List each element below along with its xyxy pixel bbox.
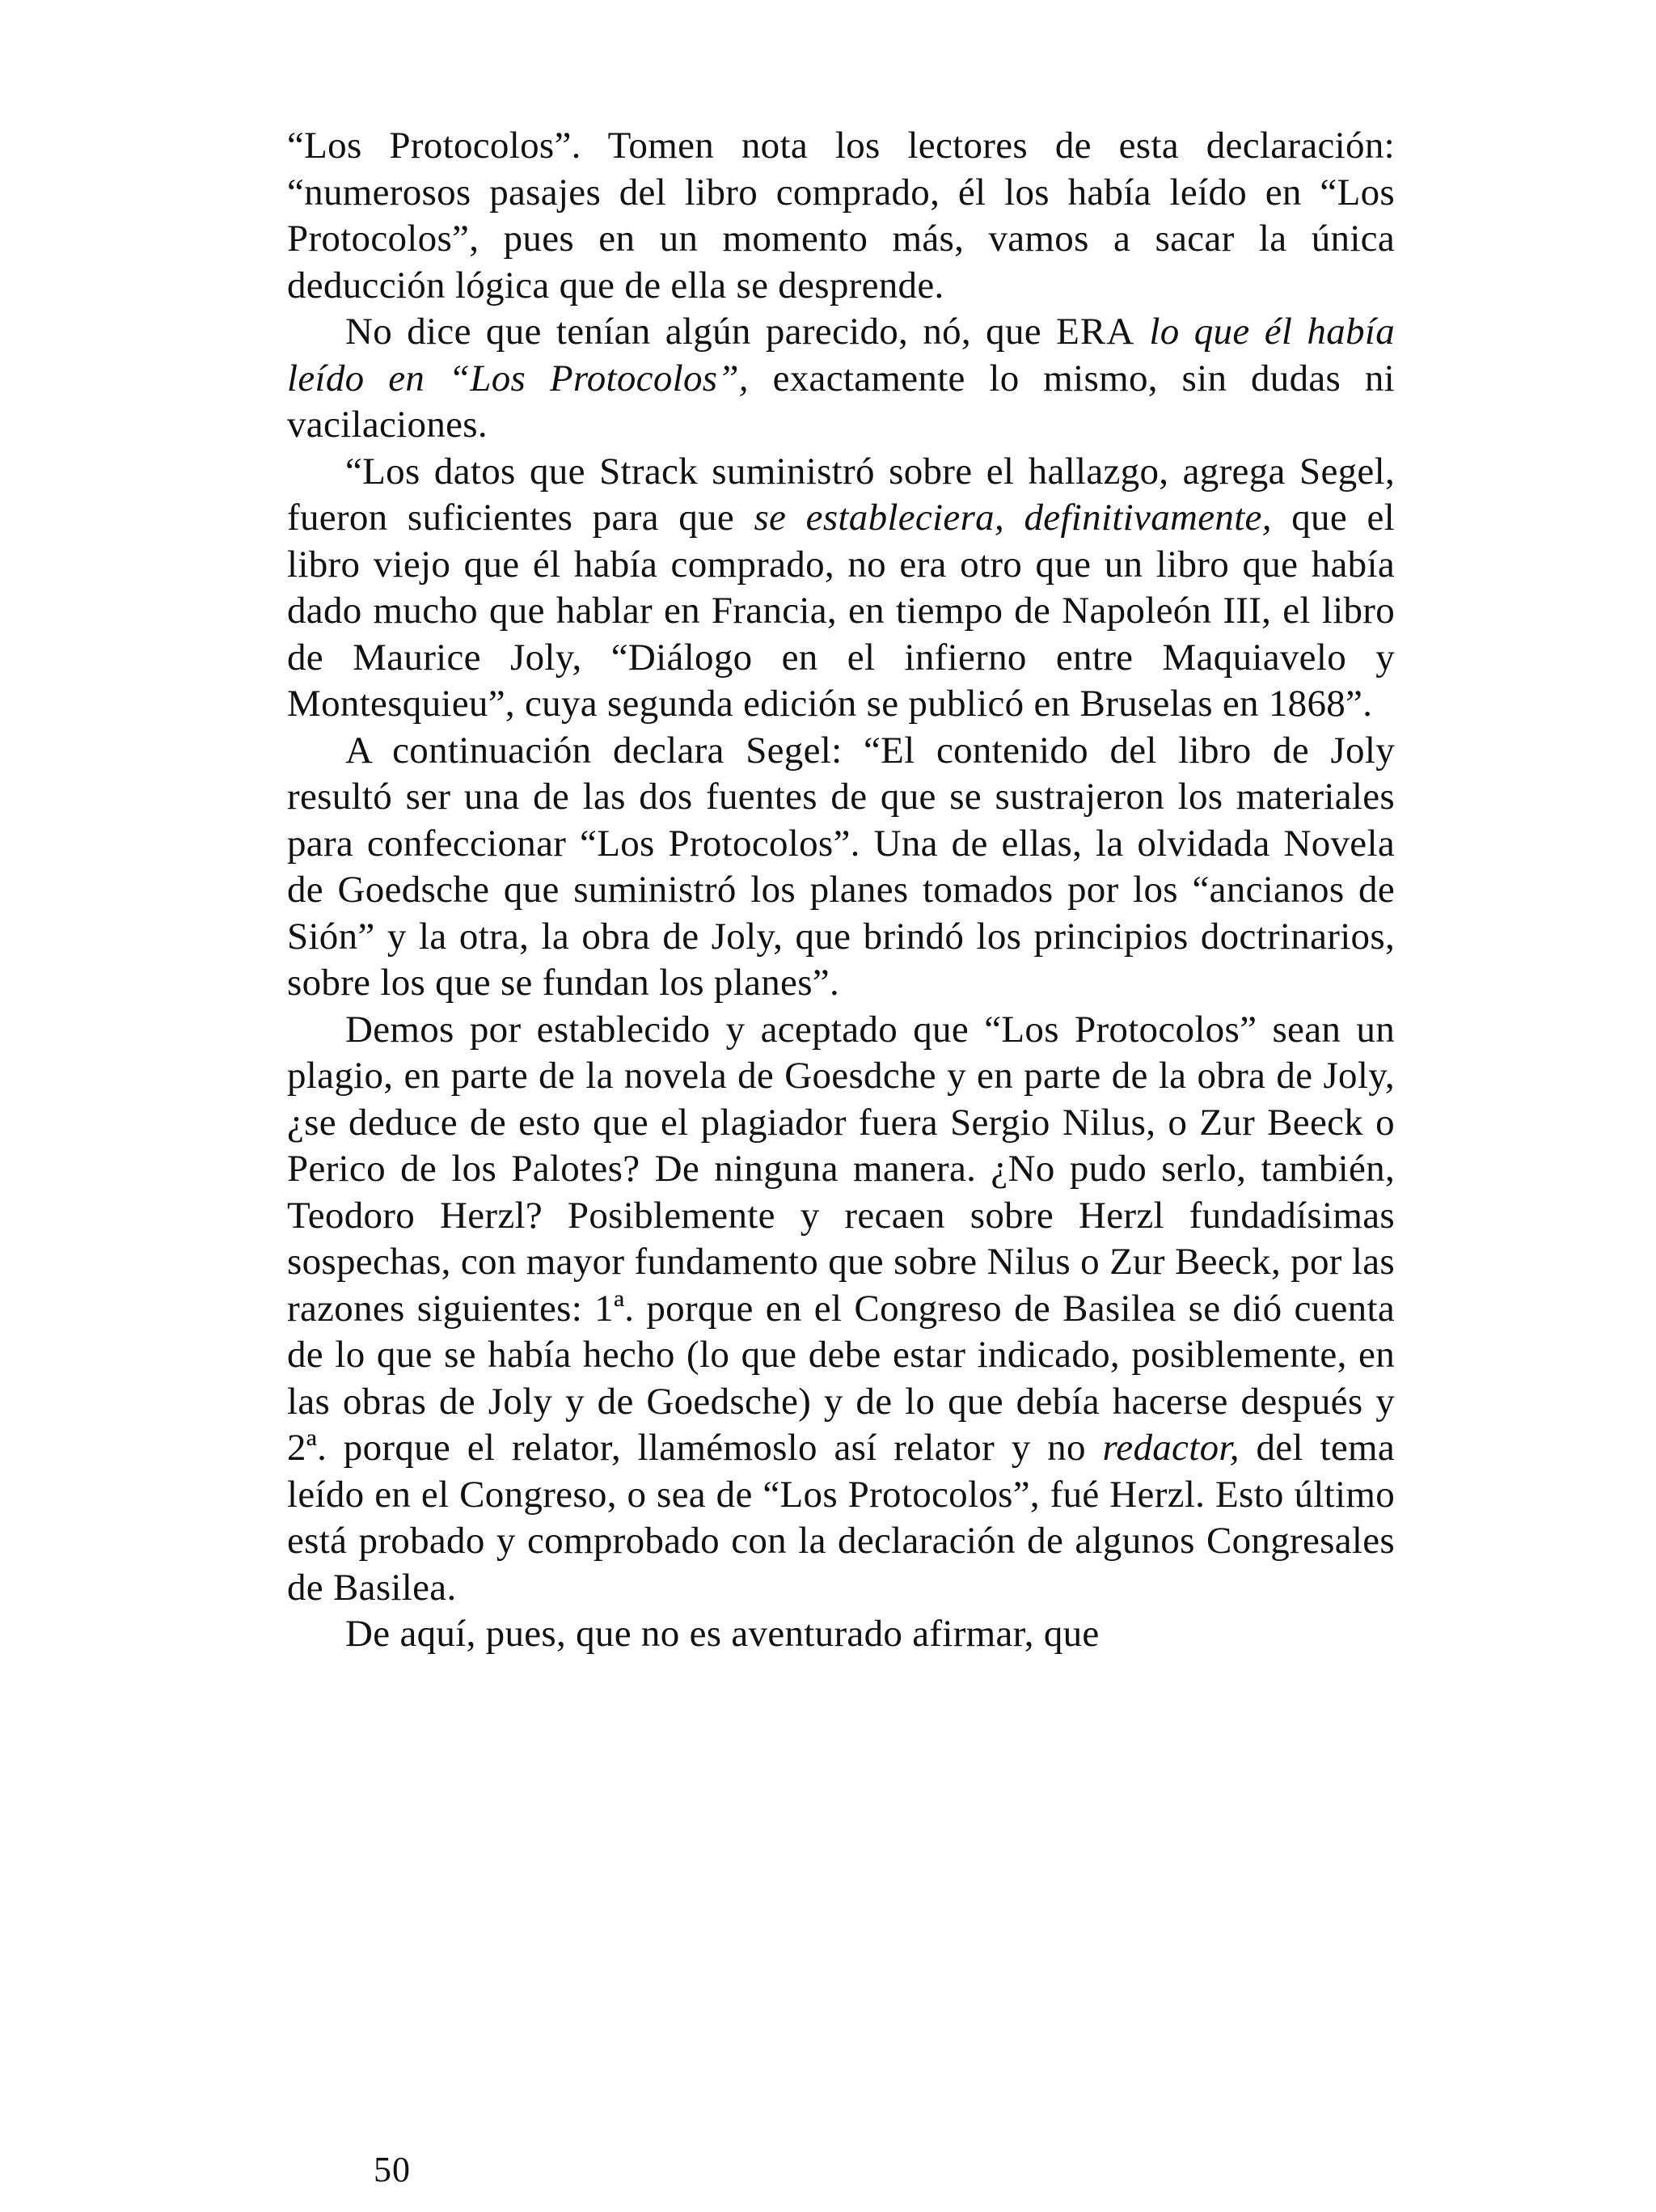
text-segment: del tema leído en el Congreso, o sea de “Los Protocolos”, fué Herzl. Esto último está probado y comprobado con la declaración de algunos Congresales de Basilea. (287, 1427, 1395, 1609)
text-segment: Demos por establecido y aceptado que “Los Protocolos” sean un plagio, en parte de la novela de Goesdche y en parte de la obra de Joly, ¿se deduce de esto que el plagiador fuera Sergio Nilus, o Zur Beeck o Perico de los Palotes? De ninguna manera. ¿No pudo serlo, también, Teodoro Herzl? Posiblemente y recaen sobre Herzl fundadísimas sospechas, con mayor fundamento que sobre Nilus o Zur Beeck, por las razones siguientes: 1ª. porque en el Congreso de Basilea se dió cuenta de lo que se había hecho (lo que debe estar indicado, posiblemente, en las obras de Joly y de Goedsche) y de lo que debía hacerse después y 2ª. porque el relator, llamémoslo así relator y no (287, 1008, 1395, 1469)
paragraph-2 (287, 309, 1395, 449)
emphasis-italic: se estableciera, definitivamente, (754, 497, 1272, 539)
text-segment (1134, 311, 1149, 353)
text-segment: “Los Protocolos”. Tomen nota los lectores de esta declaración: “numerosos pasajes del libro comprado, él los había leído en “Los Protocolos”, pues en un momento más, vamos a sacar la única deducción lógica que de ella se desprende. (287, 125, 1395, 307)
text-segment: A continuación declara Segel: “El contenido del libro de Joly resultó ser una de las dos fuentes de que se sustrajeron los materiales para confeccionar “Los Protocolos”. Una de ellas, la olvidada Novela de Goedsche que suministró los planes tomados por los “ancianos de Sión” y la otra, la obra de Joly, que brindó los principios doctrinarios, sobre los que se fundan los planes”. (287, 729, 1395, 1004)
text-segment: que el libro viejo que él había comprado, no era otro que un libro que había dado mucho que hablar en Francia, en tiempo de Napoleón III, el libro de Maurice Joly, “Diálogo en el infierno entre Maquiavelo y Montesquieu”, cuya segunda edición se publicó en Bruselas en 1868”. (287, 497, 1395, 725)
paragraph-4 (287, 728, 1395, 1007)
text-segment: No dice que tenían algún parecido, nó, que (345, 311, 1057, 353)
text-segment: “Los datos que Strack suministró sobre el hallazgo, agrega Segel, fueron suficientes para que (287, 450, 1395, 539)
page-number: 50 (374, 2150, 411, 2189)
text-segment: exactamente lo mismo, sin dudas ni vacilaciones. (287, 357, 1395, 446)
emphasis-smallcaps: ERA (1056, 311, 1135, 353)
body-text (287, 123, 1395, 1658)
text-segment: De aquí, pues, que no es aventurado afirmar, que (345, 1613, 1100, 1655)
emphasis-italic: redactor, (1102, 1427, 1240, 1469)
paragraph-5 (287, 1007, 1395, 1612)
paragraph-3 (287, 449, 1395, 728)
paragraph-6 (287, 1611, 1395, 1658)
emphasis-italic: lo que él había leído en “Los Protocolos”, (287, 311, 1395, 400)
paragraph-1 (287, 123, 1395, 309)
